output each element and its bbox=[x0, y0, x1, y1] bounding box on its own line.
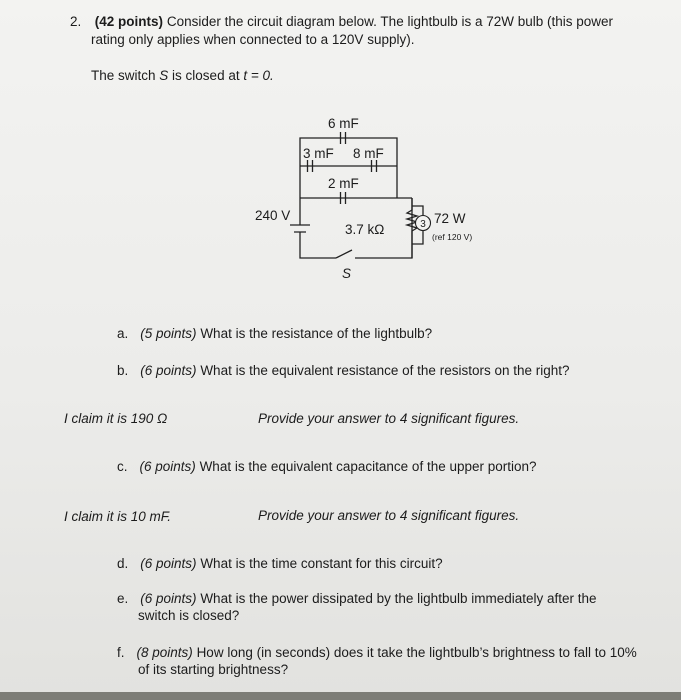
part-b: b. (6 points) What is the equivalent resistance of the resistors on the right? bbox=[117, 363, 570, 378]
answer-b-prompt: Provide your answer to 4 significant figures. bbox=[258, 411, 520, 426]
problem-number: 2. bbox=[70, 14, 82, 29]
label-battery: 240 V bbox=[255, 208, 291, 223]
label-bulb-power: 72 W bbox=[434, 211, 466, 226]
bulb-mark: 3 bbox=[420, 219, 426, 230]
part-f-line2: of its starting brightness? bbox=[138, 662, 289, 677]
switch-time: t = 0. bbox=[243, 68, 274, 83]
circuit-diagram bbox=[0, 0, 681, 300]
answer-c-claim: I claim it is 10 mF. bbox=[64, 509, 172, 524]
switch-var: S bbox=[159, 68, 169, 83]
label-2mf: 2 mF bbox=[328, 176, 359, 191]
problem-points: (42 points) bbox=[94, 14, 164, 29]
label-switch: S bbox=[342, 266, 352, 281]
label-3mf: 3 mF bbox=[303, 146, 334, 161]
part-f: f. (8 points) How long (in seconds) does it take the lightbulb’s brightness to fall to 10% bbox=[117, 645, 637, 660]
label-8mf: 8 mF bbox=[353, 146, 384, 161]
switch-symbol bbox=[336, 250, 352, 258]
label-resistor: 3.7 kΩ bbox=[345, 222, 385, 237]
answer-b-claim: I claim it is 190 Ω bbox=[64, 411, 168, 426]
part-c: c. (6 points) What is the equivalent capacitance of the upper portion? bbox=[117, 459, 537, 474]
label-bulb-ref: (ref 120 V) bbox=[432, 232, 473, 242]
answer-c-prompt: Provide your answer to 4 significant figures. bbox=[258, 508, 520, 523]
label-6mf: 6 mF bbox=[328, 116, 359, 131]
battery-symbol bbox=[290, 198, 310, 240]
problem-intro-1: Consider the circuit diagram below. The lightbulb is a 72W bulb (this power bbox=[166, 14, 614, 29]
switch-statement: The switch S is closed at t = 0. bbox=[91, 68, 274, 83]
part-a: a. (5 points) What is the resistance of the lightbulb? bbox=[117, 326, 433, 341]
part-e: e. (6 points) What is the power dissipated by the lightbulb immediately after the bbox=[117, 591, 597, 606]
bottom-edge bbox=[0, 692, 681, 700]
problem-intro-2: rating only applies when connected to a 120V supply). bbox=[91, 32, 415, 47]
part-e-line2: switch is closed? bbox=[138, 608, 240, 623]
part-d: d. (6 points) What is the time constant for this circuit? bbox=[117, 556, 443, 571]
